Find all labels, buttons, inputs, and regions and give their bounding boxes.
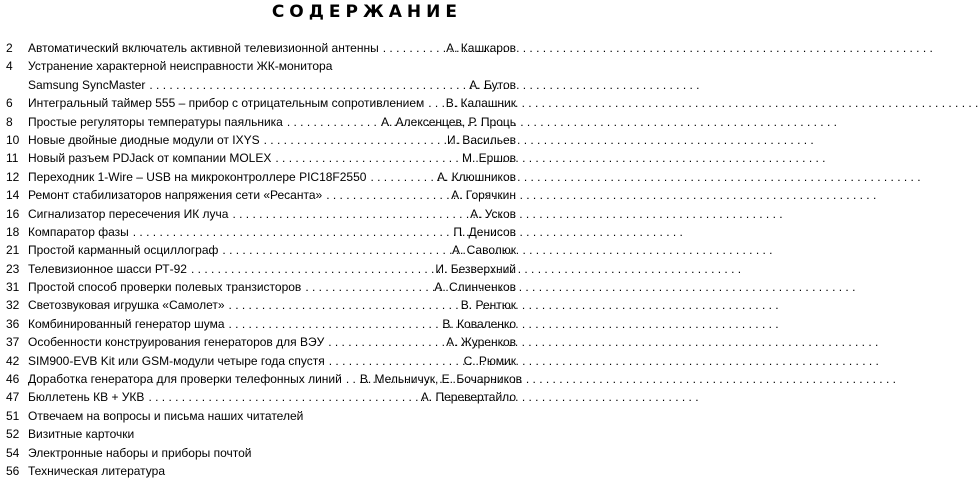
toc-entry bbox=[6, 168, 516, 186]
toc-author: В. Коваленко bbox=[442, 316, 516, 331]
toc-article-title: Простой способ проверки полевых транзисторов bbox=[28, 280, 302, 295]
toc-article-title: Автоматический включатель активной телевизионной антенны bbox=[28, 41, 379, 55]
table-of-contents bbox=[6, 39, 522, 480]
toc-article-title: Устранение характерной неисправности ЖК-монитора bbox=[28, 59, 333, 74]
toc-entry bbox=[6, 57, 516, 75]
toc-leader-dots bbox=[383, 39, 442, 57]
toc-article-title: Интегральный таймер 555 – прибор с отрицательным сопротивлением bbox=[28, 96, 425, 111]
toc-entry bbox=[6, 370, 522, 388]
toc-article-title: Доработка генератора для проверки телефонных линий bbox=[28, 372, 342, 387]
toc-entry bbox=[6, 425, 516, 443]
toc-article-title: Простые регуляторы температуры паяльника bbox=[28, 114, 283, 129]
toc-leader-dots bbox=[191, 260, 431, 278]
toc-leader-dots bbox=[149, 76, 465, 94]
toc-entry bbox=[6, 186, 516, 204]
toc-page-number: 47 bbox=[6, 390, 20, 405]
page-title: СОДЕРЖАНИЕ bbox=[271, 2, 462, 22]
toc-entry bbox=[6, 205, 516, 223]
toc-entry bbox=[6, 407, 516, 425]
toc-page-number: 4 bbox=[6, 59, 13, 74]
toc-entry bbox=[6, 94, 516, 112]
toc-entry bbox=[6, 131, 516, 149]
toc-article-title: Простой карманный осциллограф bbox=[28, 243, 219, 258]
toc-leader-dots bbox=[329, 352, 460, 370]
toc-leader-dots bbox=[229, 296, 457, 314]
toc-leader-dots bbox=[370, 168, 432, 186]
toc-article-title: Переходник 1-Wire – USB на микроконтроллере PIC18F2550 bbox=[28, 169, 367, 184]
toc-author: А. Кашкаров bbox=[446, 41, 516, 55]
toc-page-number: 32 bbox=[6, 298, 20, 313]
toc-entry bbox=[6, 113, 516, 131]
toc-page-number: 8 bbox=[6, 114, 13, 129]
toc-author: А. Саволюк bbox=[451, 243, 516, 258]
toc-article-title: Сигнализатор пересечения ИК луча bbox=[28, 206, 229, 221]
toc-article-title: Техническая литература bbox=[28, 463, 166, 478]
toc-page-number: 14 bbox=[6, 188, 20, 203]
toc-page-number: 52 bbox=[6, 427, 20, 442]
toc-author: С. Рюмик bbox=[463, 353, 516, 368]
toc-page-number: 42 bbox=[6, 353, 20, 368]
toc-page-number: 23 bbox=[6, 261, 20, 276]
toc-entry-continuation bbox=[6, 76, 516, 94]
toc-page-number: 51 bbox=[6, 408, 20, 423]
toc-page-number: 11 bbox=[6, 151, 19, 166]
toc-author: П. Денисов bbox=[453, 224, 516, 239]
toc-page-number: 31 bbox=[6, 280, 20, 295]
toc-leader-dots bbox=[346, 370, 356, 388]
toc-article-title: Электронные наборы и приборы почтой bbox=[28, 445, 252, 460]
toc-entry bbox=[6, 352, 516, 370]
toc-author: А. Перевертайло bbox=[420, 390, 516, 405]
toc-entry bbox=[6, 333, 516, 351]
toc-author: В. Калашник bbox=[445, 96, 516, 111]
toc-article-title: Компаратор фазы bbox=[28, 224, 129, 239]
toc-leader-dots bbox=[428, 94, 442, 112]
toc-leader-dots bbox=[264, 131, 443, 149]
toc-article-title: Телевизионное шасси РТ-92 bbox=[28, 261, 187, 276]
toc-page-number: 46 bbox=[6, 372, 20, 387]
toc-author: А. Горячкин bbox=[451, 188, 516, 203]
toc-author: В. Рентюк bbox=[460, 298, 516, 313]
toc-leader-dots bbox=[133, 223, 450, 241]
toc-leader-dots bbox=[232, 205, 466, 223]
toc-page-number: 21 bbox=[6, 243, 20, 258]
toc-entry bbox=[6, 388, 516, 406]
toc-page-number: 54 bbox=[6, 445, 20, 460]
toc-author: А. Усков bbox=[470, 206, 516, 221]
toc-author: М. Ершов bbox=[461, 151, 516, 166]
toc-entry bbox=[6, 296, 516, 314]
toc-article-title: Визитные карточки bbox=[28, 427, 135, 442]
toc-leader-dots bbox=[275, 149, 458, 167]
toc-leader-dots bbox=[287, 113, 377, 131]
toc-leader-dots bbox=[222, 241, 448, 259]
toc-entry bbox=[6, 149, 516, 167]
toc-author: А. Клюшников bbox=[436, 169, 516, 184]
toc-entry bbox=[6, 315, 516, 333]
toc-entry bbox=[6, 260, 516, 278]
toc-entry bbox=[6, 39, 516, 57]
toc-entry bbox=[6, 223, 516, 241]
toc-article-title: Ремонт стабилизаторов напряжения сети «Ресанта» bbox=[28, 188, 323, 203]
toc-page-number: 2 bbox=[6, 41, 13, 55]
toc-page-number: 6 bbox=[6, 96, 13, 111]
toc-article-title: Комбинированный генератор шума bbox=[28, 316, 225, 331]
toc-article-title: Светозвуковая игрушка «Самолет» bbox=[28, 298, 225, 313]
toc-author: А. Алексенцев, Р. Проць bbox=[381, 114, 516, 129]
toc-page-number: 18 bbox=[6, 224, 20, 239]
toc-article-title: Особенности конструирования генераторов для ВЭУ bbox=[28, 335, 325, 350]
toc-entry bbox=[6, 278, 516, 296]
toc-article-title: Отвечаем на вопросы и письма наших читателей bbox=[28, 408, 304, 423]
toc-entry bbox=[6, 444, 516, 462]
toc-article-title: Бюллетень КВ + УКВ bbox=[28, 390, 145, 405]
toc-page-number: 37 bbox=[6, 335, 20, 350]
toc-author: А. Бутов bbox=[469, 77, 516, 92]
toc-page-number: 56 bbox=[6, 463, 20, 478]
toc-leader-dots bbox=[305, 278, 430, 296]
toc-leader-dots bbox=[326, 186, 447, 204]
toc-author: А. Слинченков bbox=[434, 280, 516, 295]
toc-page-number: 12 bbox=[6, 169, 20, 184]
toc-entry bbox=[6, 241, 516, 259]
toc-article-title: Новый разъем PDJack от компании MOLEX bbox=[28, 151, 272, 166]
toc-page-number: 10 bbox=[6, 132, 20, 147]
toc-leader-dots bbox=[229, 315, 439, 333]
toc-author: И. Васильев bbox=[447, 132, 516, 147]
toc-leader-dots bbox=[328, 333, 442, 351]
toc-entry bbox=[6, 462, 516, 480]
toc-author: И. Безверхний bbox=[435, 261, 516, 276]
toc-author: В. Мельничук, Е. Бочарников bbox=[359, 372, 522, 387]
toc-author: А. Журенков bbox=[446, 335, 516, 350]
toc-article-title: Новые двойные диодные модули от IXYS bbox=[28, 132, 260, 147]
toc-leader-dots bbox=[148, 388, 416, 406]
toc-article-title: SIM900-EVB Kit или GSM-модули четыре года спустя bbox=[28, 353, 325, 368]
toc-page-number: 16 bbox=[6, 206, 20, 221]
toc-page-number: 36 bbox=[6, 316, 20, 331]
toc-article-title: Samsung SyncMaster bbox=[28, 77, 146, 92]
